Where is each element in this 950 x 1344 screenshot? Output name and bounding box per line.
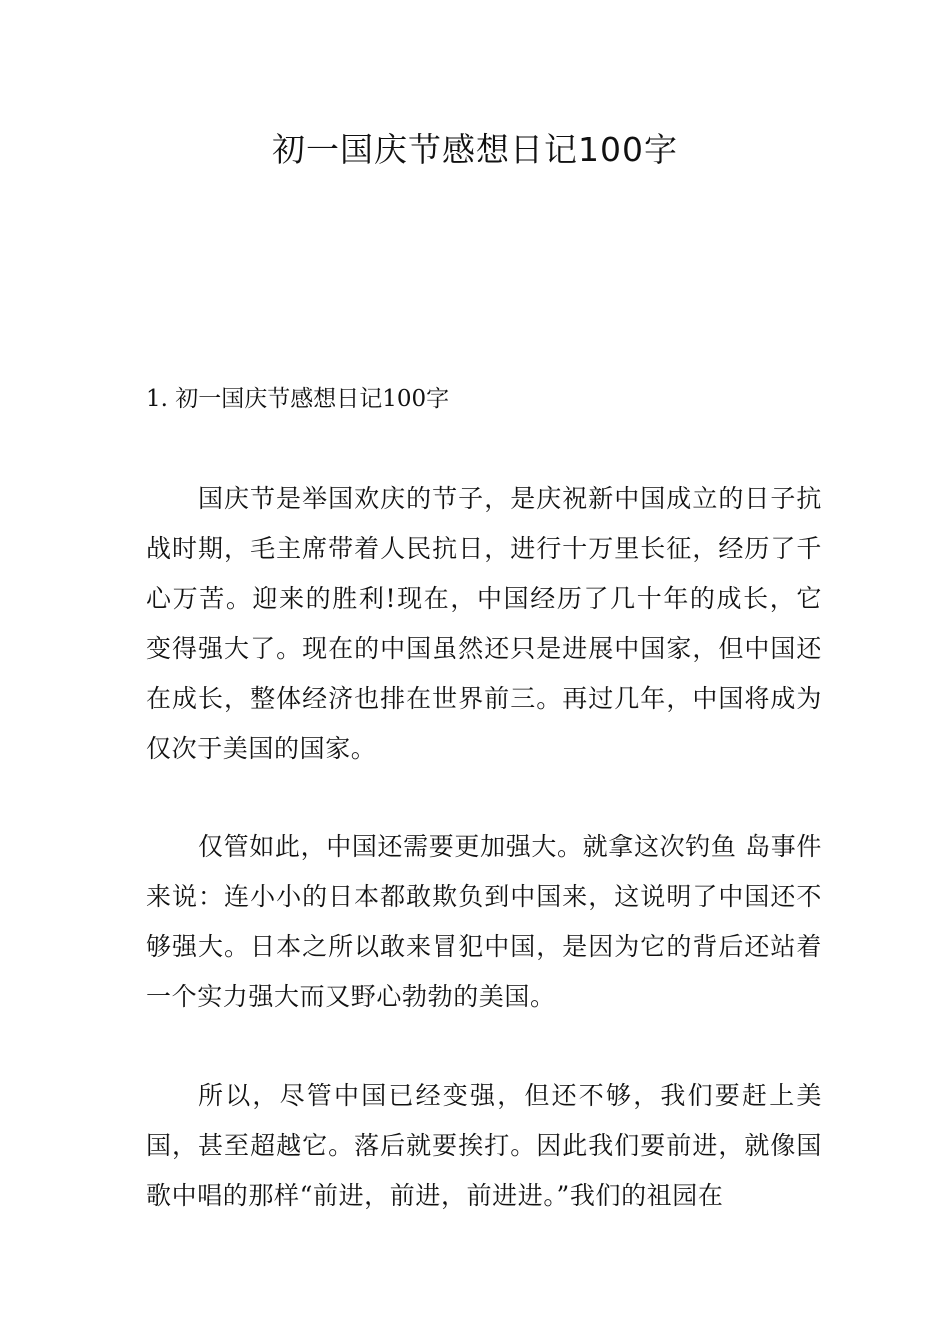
paragraph-1: 国庆节是举国欢庆的节子，是庆祝新中国成立的日子抗战时期，毛主席带着人民抗日，进行十万里长征，经历了千心万苦。迎来的胜利!现在，中国经历了几十年的成长，它变得强大了。现在的中国虽然还只是进展中国家，但中国还在成长，整体经济也排在世界前三。再过几年，中国将成为仅次于美国的国家。 <box>146 484 822 763</box>
section-heading: 1. 初一国庆节感想日记100字 <box>146 386 450 412</box>
document-title: 初一国庆节感想日记100字 <box>272 130 678 169</box>
paragraph-2: 仅管如此，中国还需要更加强大。就拿这次钓鱼 岛事件来说：连小小的日本都敢欺负到中国来，这说明了中国还不够强大。日本之所以敢来冒犯中国，是因为它的背后还站着一个实力强大而又野心勃勃的美国。 <box>146 832 822 1011</box>
paragraph-3: 所以，尽管中国已经变强，但还不够，我们要赶上美国，甚至超越它。落后就要挨打。因此我们要前进，就像国歌中唱的那样“前进，前进，前进进。”我们的祖园在 <box>146 1081 822 1210</box>
